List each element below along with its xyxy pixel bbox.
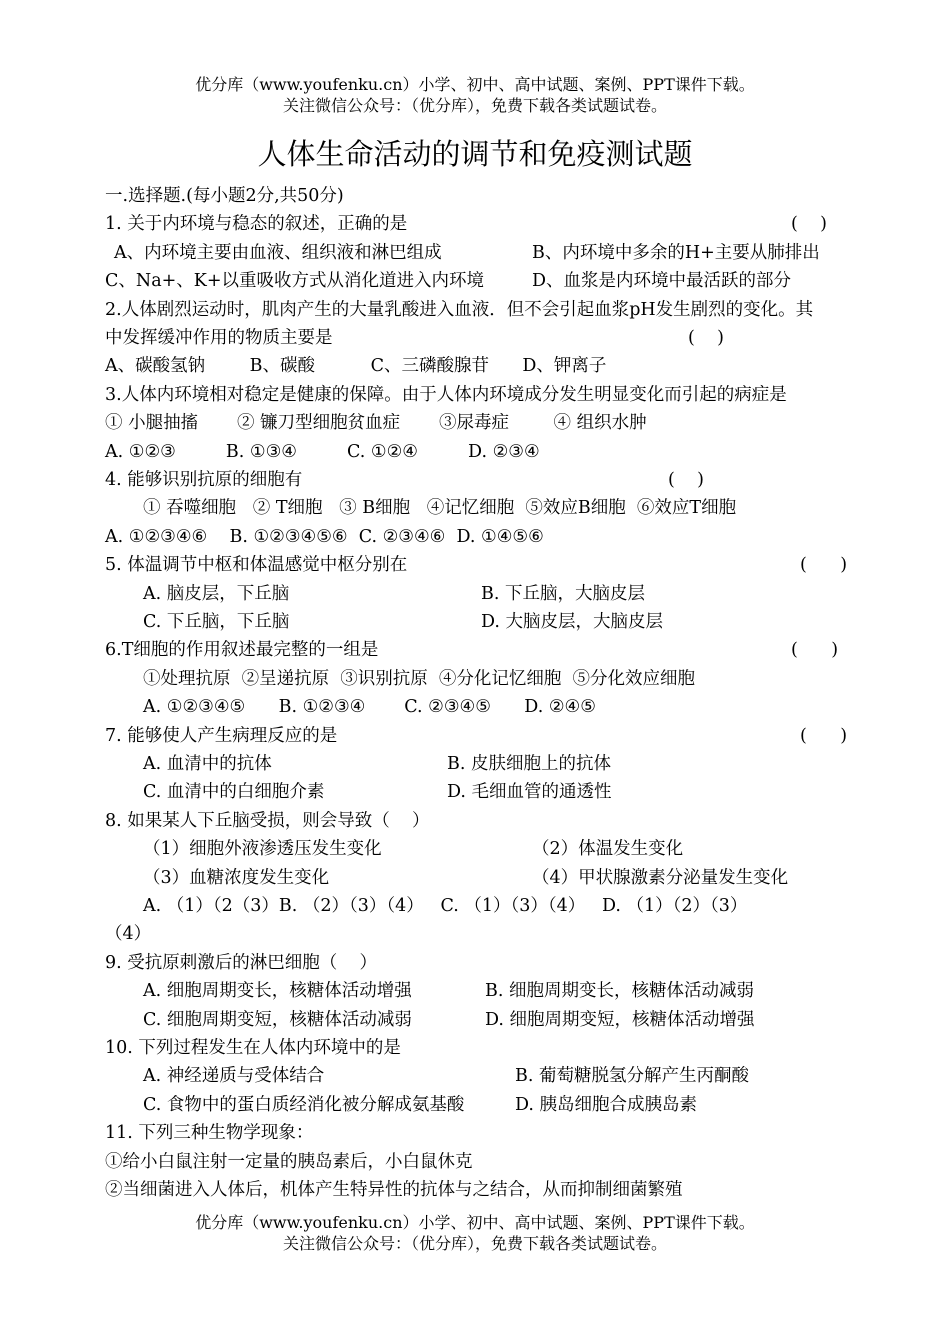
header-line-2: 关注微信公众号：（优分库），免费下载各类试题试卷。 <box>282 96 667 115</box>
q9-option-c: C. 细胞周期变短，核糖体活动减弱 <box>143 1010 412 1030</box>
q5-option-c: C. 下丘脑，下丘脑 <box>143 612 290 632</box>
q1-answer-bracket: ( ) <box>791 214 827 234</box>
q10-option-d: D. 胰岛细胞合成胰岛素 <box>515 1095 698 1115</box>
q10-option-b: B. 葡萄糖脱氢分解产生丙酮酸 <box>515 1066 749 1086</box>
q2-options: A、碳酸氢钠 B、碳酸 C、三磷酸腺苷 D、钾离子 <box>105 356 607 376</box>
header-line-1: 优分库（www.youfenku.cn）小学、初中、高中试题、案例、PPT课件下载。 <box>195 75 755 94</box>
q7-answer-bracket: ( ) <box>800 726 848 746</box>
q6-answer-bracket: ( ) <box>791 640 839 660</box>
q5-option-d: D. 大脑皮层，大脑皮层 <box>481 612 664 632</box>
q4-options: A. ①②③④⑥ B. ①②③④⑤⑥ C. ②③④⑥ D. ①④⑤⑥ <box>105 527 544 547</box>
q7-option-a: A. 血清中的抗体 <box>143 754 272 774</box>
footer-line-1: 优分库（www.youfenku.cn）小学、初中、高中试题、案例、PPT课件下载。 <box>195 1213 755 1232</box>
q1-option-d: D、血浆是内环境中最活跃的部分 <box>532 271 792 291</box>
q11-item-2: ②当细菌进入人体后，机体产生特异性的抗体与之结合，从而抑制细菌繁殖 <box>105 1180 683 1200</box>
q1-stem: 1. 关于内环境与稳态的叙述，正确的是 <box>105 214 408 234</box>
q8-item-3: （3）血糖浓度发生变化 <box>143 868 330 888</box>
q7-option-c: C. 血清中的白细胞介素 <box>143 782 325 802</box>
q6-stem: 6.T细胞的作用叙述最完整的一组是 <box>105 640 379 660</box>
q6-items: ①处理抗原 ②呈递抗原 ③识别抗原 ④分化记忆细胞 ⑤分化效应细胞 <box>143 669 695 689</box>
q7-stem: 7. 能够使人产生病理反应的是 <box>105 726 338 746</box>
q9-option-d: D. 细胞周期变短，核糖体活动增强 <box>485 1010 755 1030</box>
q1-option-a: A、内环境主要由血液、组织液和淋巴组成 <box>114 243 442 263</box>
q2-stem-line-2: 中发挥缓冲作用的物质主要是 <box>105 328 333 348</box>
q10-stem: 10. 下列过程发生在人体内环境中的是 <box>105 1038 401 1058</box>
q11-stem: 11. 下列三种生物学现象： <box>105 1123 314 1143</box>
q5-stem: 5. 体温调节中枢和体温感觉中枢分别在 <box>105 555 408 575</box>
q6-options: A. ①②③④⑤ B. ①②③④ C. ②③④⑤ D. ②④⑤ <box>143 697 596 717</box>
footer-line-2: 关注微信公众号：（优分库），免费下载各类试题试卷。 <box>282 1234 667 1253</box>
q1-option-c: C、Na+、K+以重吸收方式从消化道进入内环境 <box>105 271 485 291</box>
q5-answer-bracket: ( ) <box>800 555 848 575</box>
q9-option-b: B. 细胞周期变长，核糖体活动减弱 <box>485 981 754 1001</box>
q7-option-b: B. 皮肤细胞上的抗体 <box>447 754 611 774</box>
q11-item-1: ①给小白鼠注射一定量的胰岛素后，小白鼠休克 <box>105 1152 473 1172</box>
q10-option-a: A. 神经递质与受体结合 <box>143 1066 325 1086</box>
page-title: 人体生命活动的调节和免疫测试题 <box>257 137 693 171</box>
q2-stem-line-1: 2.人体剧烈运动时，肌肉产生的大量乳酸进入血液．但不会引起血浆pH发生剧烈的变化。其 <box>105 300 814 320</box>
q3-items: ① 小腿抽搐 ② 镰刀型细胞贫血症 ③尿毒症 ④ 组织水肿 <box>105 413 647 433</box>
q8-item-2: （2）体温发生变化 <box>532 839 684 859</box>
q3-options: A. ①②③ B. ①③④ C. ①②④ D. ②③④ <box>105 442 540 462</box>
q8-item-4: （4）甲状腺激素分泌量发生变化 <box>532 868 789 888</box>
q5-option-a: A. 脑皮层，下丘脑 <box>143 584 290 604</box>
q7-option-d: D. 毛细血管的通透性 <box>447 782 612 802</box>
q8-options-line-1: A. （1）（2（3）B. （2）（3）（4） C. （1）（3）（4） D. （1）（2）（3） <box>143 896 748 916</box>
q1-option-b: B、内环境中多余的H+主要从肺排出 <box>532 243 820 263</box>
q8-options-line-2: （4） <box>105 924 152 944</box>
q8-stem: 8. 如果某人下丘脑受损，则会导致（ ） <box>105 811 430 831</box>
q5-option-b: B. 下丘脑，大脑皮层 <box>481 584 645 604</box>
q4-items: ① 吞噬细胞 ② T细胞 ③ B细胞 ④记忆细胞 ⑤效应B细胞 ⑥效应T细胞 <box>143 498 737 518</box>
q4-answer-bracket: ( ) <box>668 470 704 490</box>
q10-option-c: C. 食物中的蛋白质经消化被分解成氨基酸 <box>143 1095 465 1115</box>
q4-stem: 4. 能够识别抗原的细胞有 <box>105 470 303 490</box>
section-heading: 一.选择题.(每小题2分,共50分) <box>105 186 344 206</box>
q8-item-1: （1）细胞外液渗透压发生变化 <box>143 839 382 859</box>
q9-stem: 9. 受抗原刺激后的淋巴细胞（ ） <box>105 953 378 973</box>
q2-answer-bracket: ( ) <box>688 328 724 348</box>
q3-stem: 3.人体内环境相对稳定是健康的保障。由于人体内环境成分发生明显变化而引起的病症是 <box>105 385 787 405</box>
q9-option-a: A. 细胞周期变长，核糖体活动增强 <box>143 981 412 1001</box>
